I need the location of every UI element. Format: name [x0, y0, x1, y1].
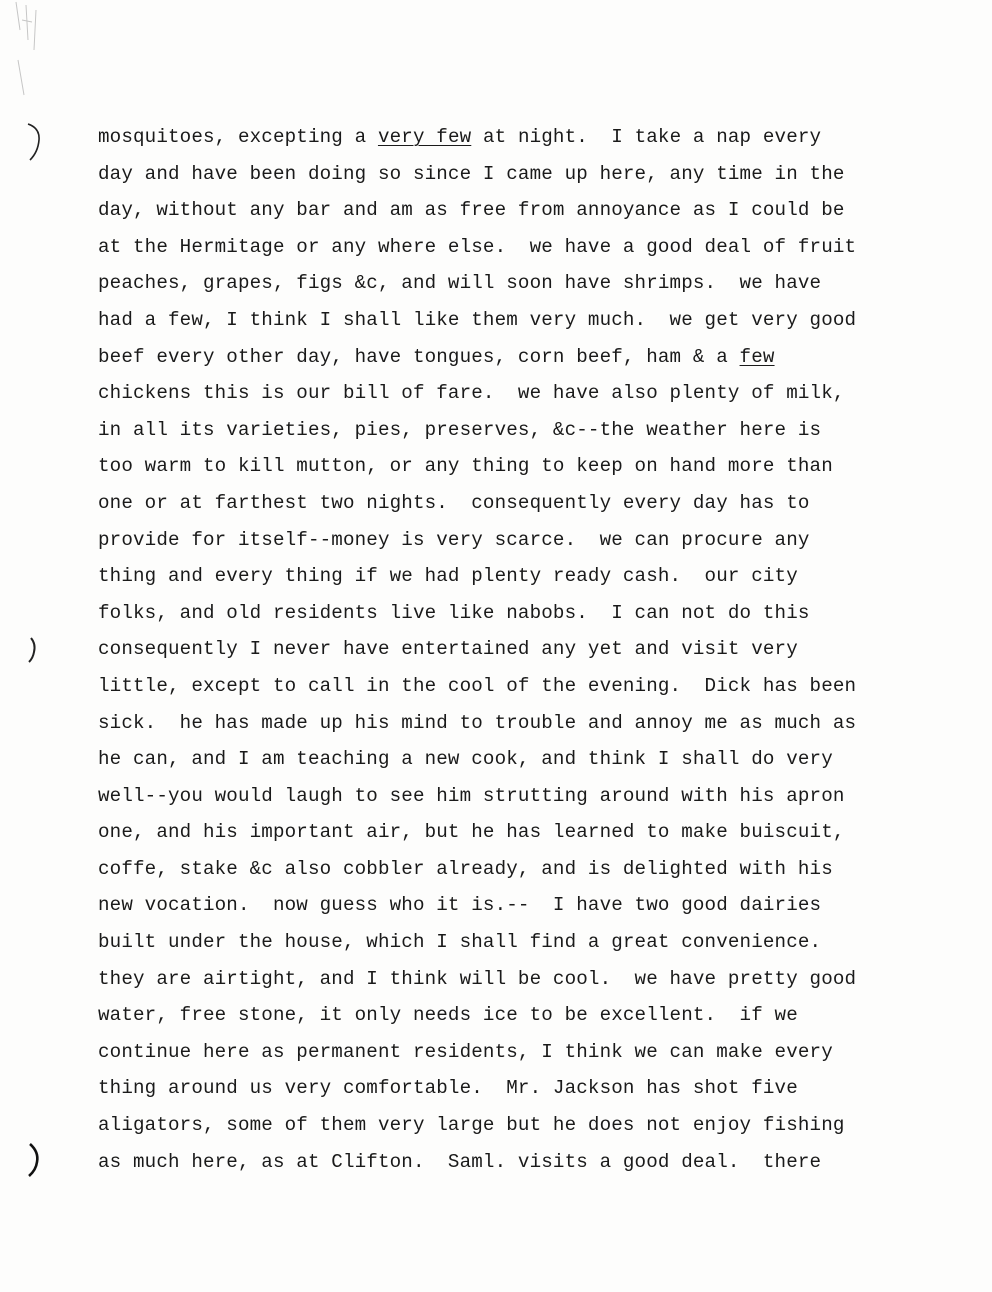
text-line [98, 412, 898, 449]
text-run: new vocation. now guess who it is.-- I have two good dairies [98, 894, 822, 917]
text-run: sick. he has made up his mind to trouble and annoy me as much as [98, 711, 857, 734]
text-run: peaches, grapes, figs &c, and will soon have shrimps. we have [98, 272, 822, 295]
text-line [98, 887, 898, 924]
text-run: one, and his important air, but he has learned to make buiscuit, [98, 821, 845, 844]
letter-transcript-body [98, 119, 898, 1180]
text-line [98, 1144, 898, 1181]
text-run: at night. I take a nap every [471, 126, 822, 148]
text-run: thing and every thing if we had plenty ready cash. our city [98, 565, 798, 588]
text-line [98, 448, 898, 485]
text-line [98, 814, 898, 851]
text-line [98, 631, 898, 668]
text-run: at the Hermitage or any where else. we have a good deal of fruit [98, 235, 857, 258]
text-run: they are airtight, and I think will be cool. we have pretty good [98, 967, 857, 990]
text-run: one or at farthest two nights. consequently every day has to [98, 491, 810, 514]
text-run: built under the house, which I shall find a great convenience. [98, 931, 822, 954]
text-run: day, without any bar and am as free from annoyance as I could be [98, 199, 845, 222]
text-line [98, 851, 898, 888]
text-line [98, 924, 898, 961]
scan-artifact [6, 0, 66, 100]
text-line [98, 778, 898, 815]
text-line [98, 668, 898, 705]
text-run: mosquitoes, excepting a [98, 126, 378, 148]
text-run: as much here, as at Clifton. Saml. visits a good deal. there [98, 1150, 822, 1173]
margin-bracket-mark [22, 626, 46, 674]
text-line [98, 961, 898, 998]
text-line [98, 192, 898, 229]
underlined-text: very few [377, 126, 472, 148]
text-line [98, 595, 898, 632]
text-line [98, 705, 898, 742]
text-line [98, 156, 898, 193]
text-run: beef every other day, have tongues, corn beef, ham & a [98, 345, 740, 368]
text-run: too warm to kill mutton, or any thing to keep on hand more than [98, 455, 833, 478]
text-run: coffe, stake &c also cobbler already, and is delighted with his [98, 857, 833, 880]
text-run: water, free stone, it only needs ice to be excellent. if we [98, 1004, 798, 1027]
text-line [98, 265, 898, 302]
text-line [98, 522, 898, 559]
text-line [98, 375, 898, 412]
text-run: continue here as permanent residents, I think we can make every [98, 1040, 833, 1063]
text-run: little, except to call in the cool of the evening. Dick has been [98, 674, 857, 697]
text-line [98, 1107, 898, 1144]
text-run: provide for itself--money is very scarce. we can procure any [98, 528, 810, 551]
text-line [98, 1070, 898, 1107]
text-run: folks, and old residents live like nabobs. I can not do this [98, 601, 810, 624]
text-line [98, 485, 898, 522]
text-run: in all its varieties, pies, preserves, &c--the weather here is [98, 418, 822, 441]
text-run: well--you would laugh to see him strutting around with his apron [98, 784, 845, 807]
text-line [98, 339, 898, 376]
text-run: had a few, I think I shall like them very much. we get very good [98, 308, 857, 331]
underlined-text: few [739, 345, 775, 368]
text-line [98, 741, 898, 778]
text-line [98, 997, 898, 1034]
text-line [98, 119, 898, 156]
text-run: consequently I never have entertained any yet and visit very [98, 638, 798, 661]
text-run: aligators, some of them very large but he does not enjoy fishing [98, 1114, 845, 1137]
text-run: chickens this is our bill of fare. we have also plenty of milk, [98, 382, 845, 405]
margin-bracket-mark [22, 1136, 46, 1184]
margin-bracket-mark [22, 118, 46, 166]
text-line [98, 558, 898, 595]
text-line [98, 302, 898, 339]
text-line [98, 229, 898, 266]
text-run: he can, and I am teaching a new cook, and think I shall do very [98, 748, 833, 771]
text-line [98, 1034, 898, 1071]
text-run: thing around us very comfortable. Mr. Jackson has shot five [98, 1077, 798, 1100]
text-run: day and have been doing so since I came up here, any time in the [98, 162, 845, 185]
